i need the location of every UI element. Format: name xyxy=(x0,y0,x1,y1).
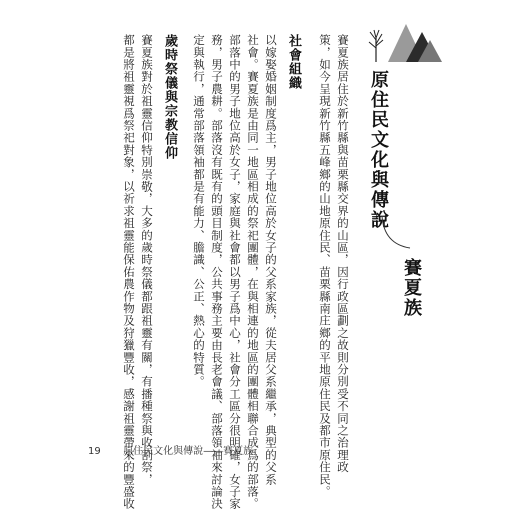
section1-line-5: 定與執行，通常部落領袖都是有能力、膽識、公正、熱心的特質。 xyxy=(192,34,206,388)
section1-line-4: 務，男子農耕。部落沒有既有的頭目制度，公共事務主要由長老會議、部落領袖來討論決 xyxy=(210,34,224,510)
page-footer xyxy=(88,442,253,457)
intro-line-1: 賽夏族居住於新竹縣與苗栗縣交界的山區，因行政區劃之故則分別受不同之治理政 xyxy=(336,34,350,474)
title-connector-line xyxy=(380,214,416,250)
chapter-title: 原住民文化與傳說 xyxy=(368,70,389,230)
section1-line-1: 以嫁娶婚姻制度爲主，男子地位高於女子的父系家族，從夫居父系繼承，典型的父系 xyxy=(264,34,278,486)
section1-line-2: 社會。賽夏族是由同一地區相成的祭祀團體，在與相連的地區的團體相聯合成爲的部落。 xyxy=(246,34,260,510)
mountain-tree-icon xyxy=(366,18,446,62)
section-heading-rituals: 歲時祭儀與宗教信仰 xyxy=(162,34,177,160)
section1-line-3: 部落中的男子地位高於女子，家庭與社會都以男子爲中心，社會分工區分很明確，女子家 xyxy=(228,34,242,510)
section2-line-2: 都是將祖靈視爲祭祀對象，以祈求祖靈能保佑農作物及狩獵豐收，感謝祖靈帶來的豐盛收 xyxy=(122,34,136,510)
page-number: 19 xyxy=(88,446,101,457)
section-heading-social: 社會組織 xyxy=(286,34,301,90)
running-title: 原住民文化與傳說——賽夏族 xyxy=(123,446,254,457)
intro-line-2: 策，如今呈現新竹縣五峰鄉的山地原住民、苗栗縣南庄鄉的平地原住民及都市原住民。 xyxy=(318,34,332,498)
section2-line-1: 賽夏族對於祖靈信仰特別崇敬，大多的歲時祭儀都跟祖靈有關，有播種祭與收割祭， xyxy=(140,34,154,486)
chapter-subtitle: 賽夏族 xyxy=(401,258,422,318)
